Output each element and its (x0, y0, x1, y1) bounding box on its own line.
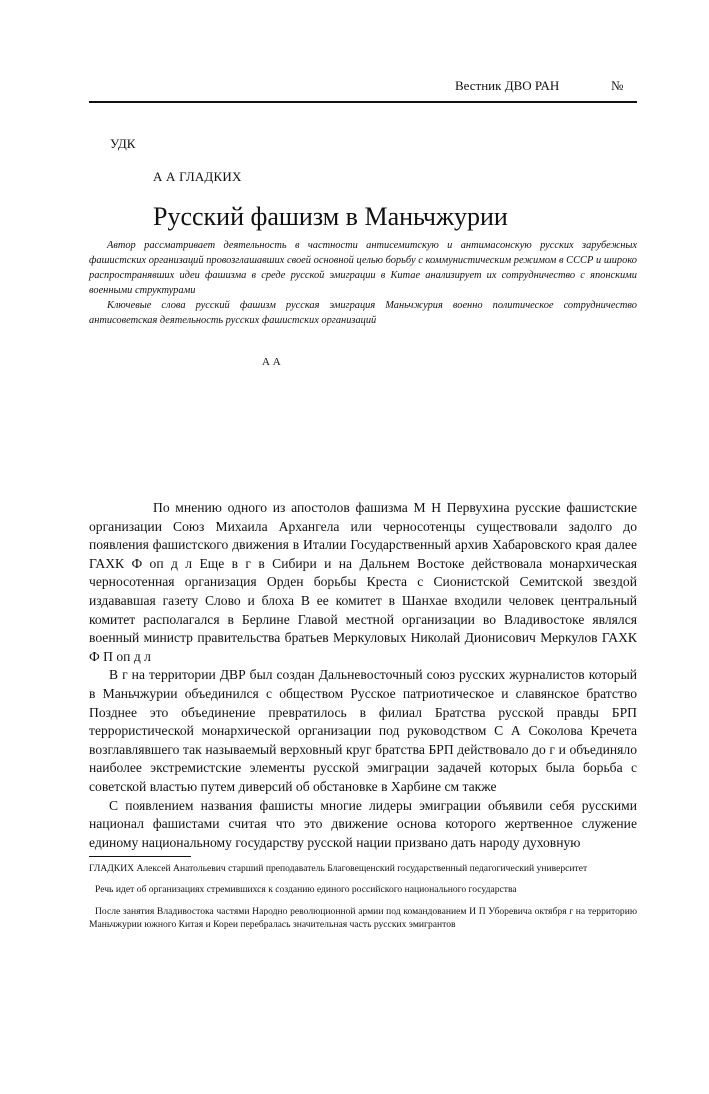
body-paragraph-3: С появлением названия фашисты многие лидеры эмиграции объявили себя русскими национал фашистами считая что это движение основа которого жертвенное служение единому национальному государству русской нации призвано дать народу духовную (89, 797, 637, 850)
body-paragraph-1: По мнению одного из апостолов фашизма М Н Первухина русские фашистские организации Союз Михаила Архангела или черносотенцы существовали задолго до появления фашистского движения в Италии Государственный архив Хабаровского края далее ГАХК Ф оп д л Еще в г в Сибири и на Дальнем Востоке действовала монархическая черносотенная организация Орден борьбы Креста с Сионистской Семитской звездой издававшая газету Слово и блоха В ее комитет в Шанхае входили человек центральный комитет располагался в Берлине Главой местной организации во Владивостоке являлся военный министр правительства братьев Меркуловых Николай Дионисович Меркулов ГАХК Ф П оп д л (89, 500, 637, 664)
article-body (89, 499, 637, 852)
author-name: А А ГЛАДКИХ (153, 169, 242, 184)
footnote-2: После занятия Владивостока частями Народно революционной армии под командованием И П Уборевича октября г на территорию Маньчжурии южного Китая и Кореи перебралась значительная часть русских эмигрантов (89, 905, 637, 931)
keywords: Ключевые слова русский фашизм русская эмиграция Маньчжурия военно политическое сотрудничество антисоветская деятельность русских фашистских организаций (89, 300, 637, 326)
author-initials: А А (262, 356, 281, 368)
abstract-text: Автор рассматривает деятельность в частности антисемитскую и антимасонскую русских зарубежных фашистских организаций провозглашавших своей основной целью борьбу с коммунистическим режимом в СССР и широко распространявших идеи фашизма в среде русской эмиграции в Китае анализирует их сотрудничество с японскими военными структурами (89, 240, 637, 296)
issue-number-label: № (611, 78, 624, 93)
body-paragraph-2: В г на территории ДВР был создан Дальневосточный союз русских журналистов который в Маньчжурии объединился с обществом Русское патриотическое и славянское братство Позднее это объединение превратилось в филиал Братства русской правды БРП террористической монархической организации под руководством С А Соколова Кречета возглавлявшего так называемый верховный круг братства БРП действовало до г и объединяло наиболее экстремистские элементы русской эмиграции задачей которых была борьба с советской властью путем диверсий об обстановке в Харбине см также (89, 667, 637, 794)
article-title: Русский фашизм в Маньчжурии (153, 202, 508, 231)
header-rule (89, 101, 637, 103)
footnote-rule (89, 856, 191, 857)
journal-name: Вестник ДВО РАН (455, 78, 560, 93)
footnote-1: Речь идет об организациях стремившихся к созданию единого российского национального государства (95, 884, 517, 896)
footnotes (89, 862, 637, 940)
abstract (89, 238, 637, 328)
footnote-author: ГЛАДКИХ Алексей Анатольевич старший преподаватель Благовещенский государственный педагогический университет (89, 863, 588, 874)
udk-label: УДК (110, 136, 136, 151)
